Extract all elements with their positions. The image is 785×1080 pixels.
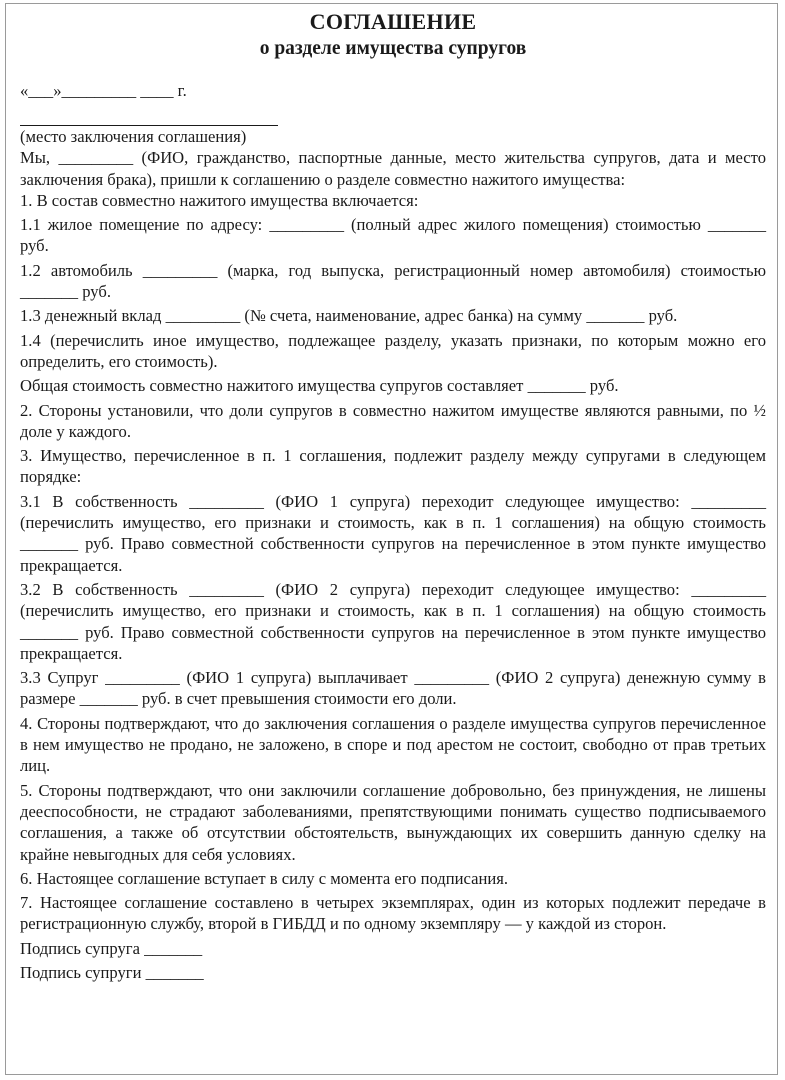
paragraph-2: 1. В состав совместно нажитого имущества включается:: [20, 190, 419, 210]
paragraph-11: 3.2 В собственность _________ (ФИО 2 супруга) переходит следующее имущество: _________ (перечислить имущество, его признаки и стоимость, как в п. 1 соглашения) на общую стоимость _______ руб. Право совместной собственности супругов на перечисленное в этом пункте имущество прекращается.: [20, 579, 766, 663]
paragraph-16: 7. Настоящее соглашение составлено в четырех экземплярах, один из которых подлежит передаче в регистрационную службу, второй в ГИБДД и по одному экземпляру — у каждой из сторон.: [20, 893, 766, 934]
paragraph-10: 3.1 В собственность _________ (ФИО 1 супруга) переходит следующее имущество: _________ (перечислить имущество, его признаки и стоимость, как в п. 1 соглашения) на общую стоимость _______ руб. Право совместной собственности супругов на перечисленное в этом пункте имущество прекращается.: [20, 491, 766, 575]
paragraph-5: 1.3 денежный вклад _________ (№ счета, наименование, адрес банка) на сумму _______ руб.: [20, 306, 678, 326]
paragraph-6: 1.4 (перечислить иное имущество, подлежащее разделу, указать признаки, по которым можно его определить, его стоимость).: [20, 330, 766, 371]
paragraph-15: 6. Настоящее соглашение вступает в силу с момента его подписания.: [20, 868, 508, 888]
paragraph-1: Мы, _________ (ФИО, гражданство, паспортные данные, место жительства супругов, дата и место заключения брака), пришли к соглашению о разделе совместно нажитого имущества:: [20, 148, 766, 189]
paragraph-13: 4. Стороны подтверждают, что до заключения соглашения о разделе имущества супругов перечисленное в нем имущество не продано, не заложено, в споре и под арестом не состоит, свободно от прав третьих лиц.: [20, 713, 766, 776]
paragraph-17: Подпись супруга _______: [20, 938, 203, 958]
paragraph-8: 2. Стороны установили, что доли супругов в совместно нажитом имуществе являются равными, по ½ доле у каждого.: [20, 400, 766, 441]
paragraph-7: Общая стоимость совместно нажитого имущества супругов составляет _______ руб.: [20, 376, 619, 396]
document-title: СОГЛАШЕНИЕ: [309, 9, 477, 34]
document: [20, 8, 766, 983]
paragraph-14: 5. Стороны подтверждают, что они заключили соглашение добровольно, без принуждения, не лишены дееспособности, не страдают заболеваниями, препятствующими понимать существо подписываемого соглашения, а также об отсутствии обстоятельств, вынуждающих их совершить данную сделку на крайне невыгодных для себя условиях.: [20, 780, 766, 864]
agreement-body: [20, 147, 766, 983]
place-label: (место заключения соглашения): [20, 127, 247, 146]
paragraph-12: 3.3 Супруг _________ (ФИО 1 супруга) выплачивает _________ (ФИО 2 супруга) денежную сумму в размере _______ руб. в счет превышения стоимости его доли.: [20, 668, 766, 709]
date-line: «___»_________ ____ г.: [20, 81, 187, 100]
place-blank: [20, 107, 278, 126]
paragraph-9: 3. Имущество, перечисленное в п. 1 соглашения, подлежит разделу между супругами в следующем порядке:: [20, 446, 766, 487]
paragraph-18: Подпись супруги _______: [20, 962, 204, 982]
paragraph-4: 1.2 автомобиль _________ (марка, год выпуска, регистрационный номер автомобиля) стоимостью _______ руб.: [20, 260, 766, 302]
paragraph-3: 1.1 жилое помещение по адресу: _________ (полный адрес жилого помещения) стоимостью _______ руб.: [20, 215, 766, 256]
document-subtitle: о разделе имущества супругов: [259, 38, 527, 59]
